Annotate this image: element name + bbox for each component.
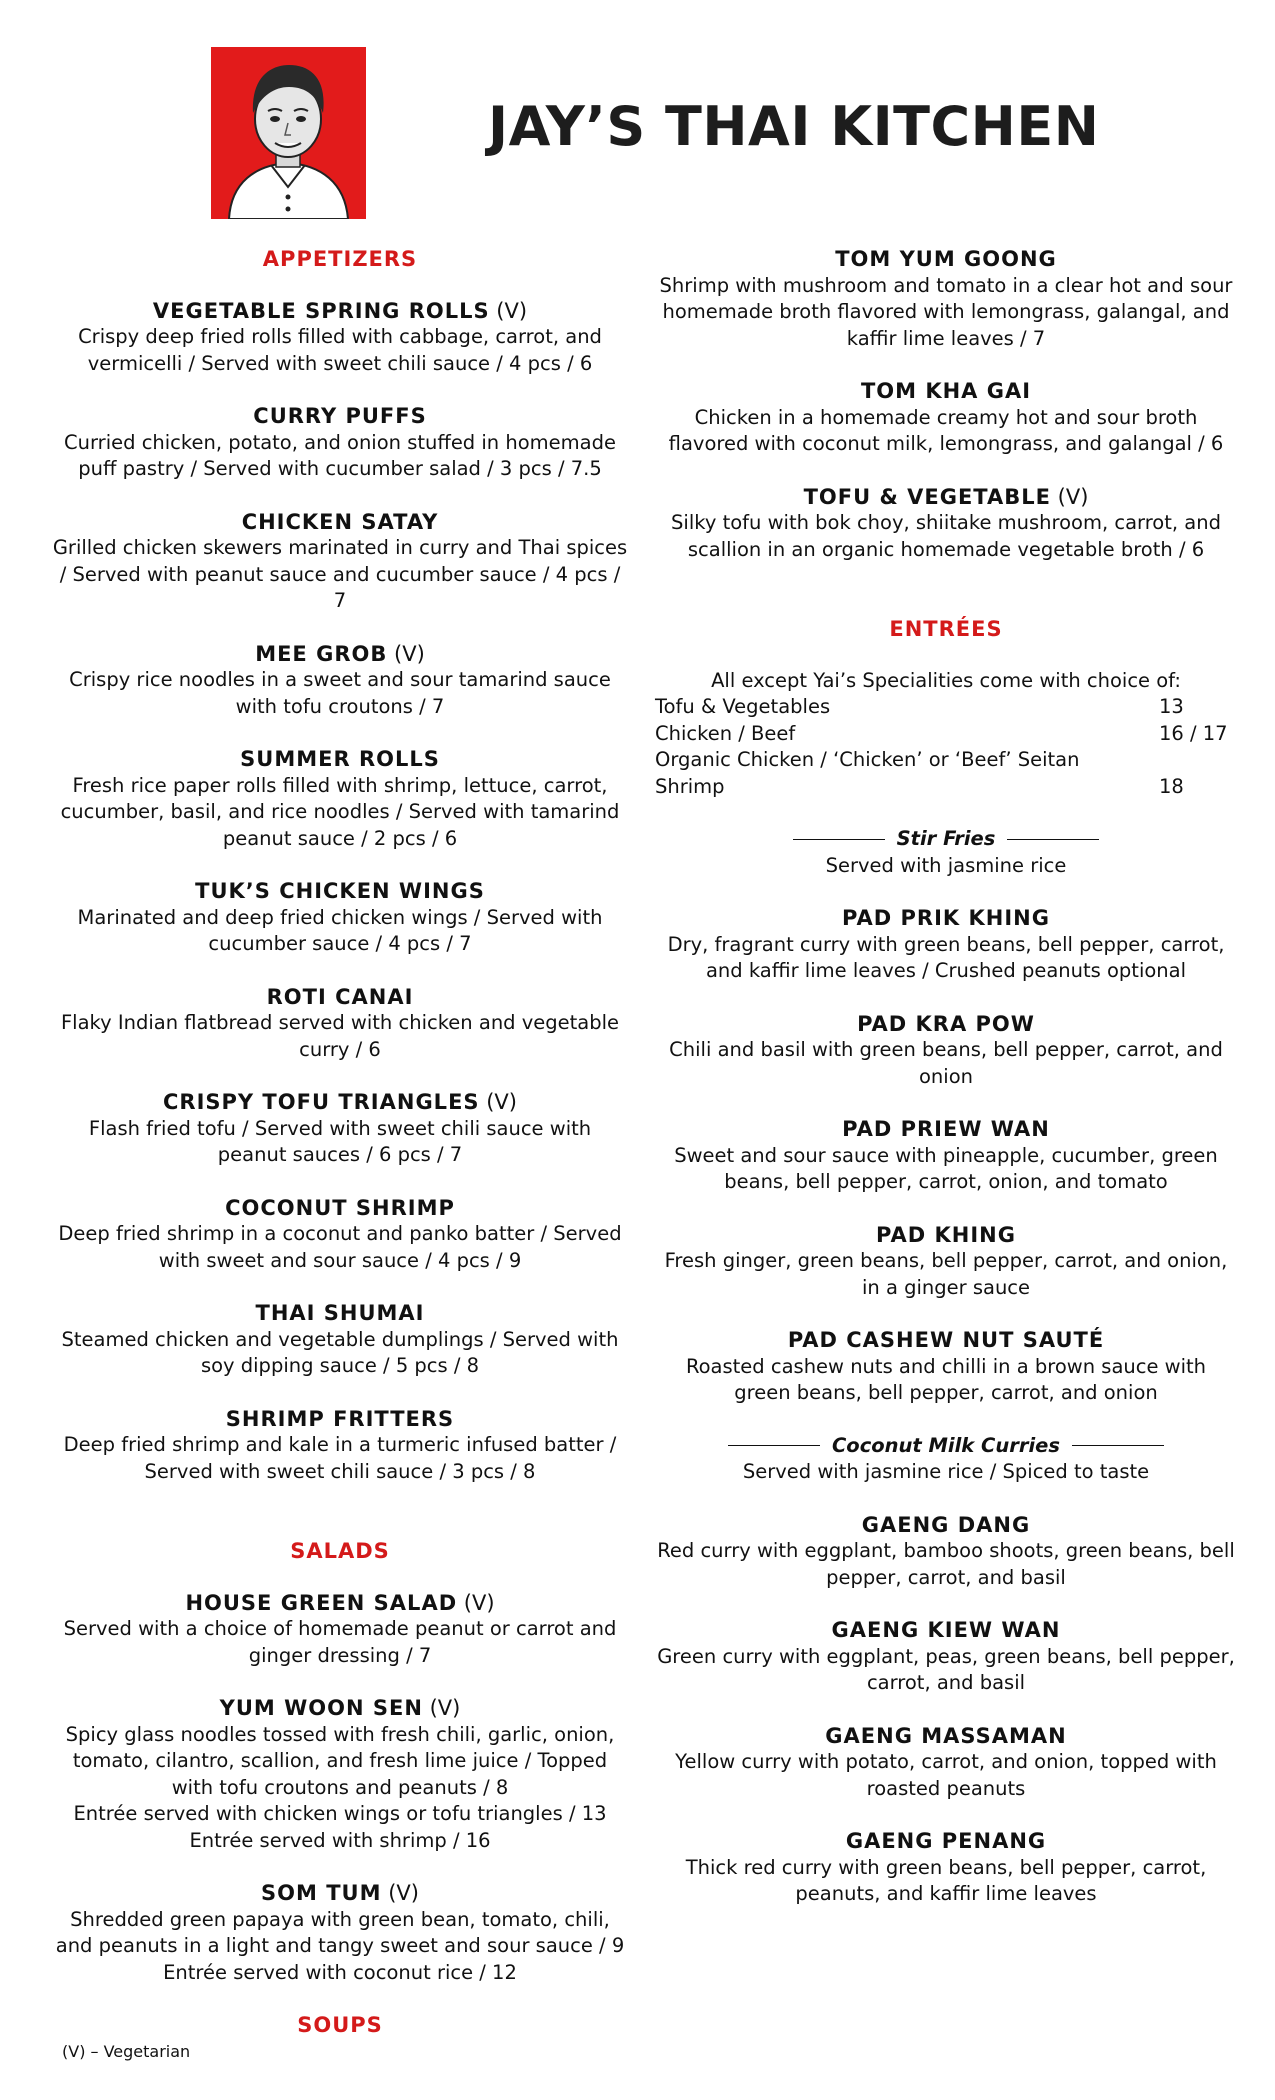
soups-heading: SOUPS [297,2013,383,2037]
item-name: TOM YUM GOONG [835,247,1057,271]
entrees-heading: ENTRÉES [889,617,1003,641]
item-name: GAENG KIEW WAN [831,1618,1061,1642]
menu-item [655,1617,1237,1697]
item-description: Red curry with eggplant, bamboo shoots, green beans, bell pepper, carrot, and basil [657,1539,1235,1589]
menu-item [52,984,628,1064]
vegetarian-mark: (V) [387,641,425,666]
menu-item [52,641,628,721]
subheading-label: Coconut Milk Curries [831,1433,1060,1457]
menu-item [52,746,628,852]
menu-item [655,246,1237,352]
item-name: PAD KRA POW [857,1011,1035,1036]
menu-item [655,1828,1237,1908]
vegetarian-mark: (V) [457,1590,495,1615]
item-name: PAD PRIK KHING [842,906,1050,930]
item-name: CURRY PUFFS [253,404,427,428]
item-name: TOFU & VEGETABLE [803,484,1051,509]
table-row [655,694,1237,721]
item-description: Sweet and sour sauce with pineapple, cucumber, green beans, bell pepper, carrot, onion, and tomato [674,1143,1218,1193]
menu-item [655,1011,1237,1091]
menu-item [52,403,628,483]
item-name: CHICKEN SATAY [241,509,439,534]
table-row [655,774,1237,801]
item-description: Grilled chicken skewers marinated in curry and Thai spices / Served with peanut sauce and cucumber sauce / 4 pcs / 7 [52,536,628,612]
choice-price: 18 [1159,774,1184,798]
menu-item [52,878,628,958]
stir-fries-subheading [655,826,1237,853]
protein-price-table [655,694,1237,800]
choice-price [1159,747,1237,774]
item-description: Deep fried shrimp in a coconut and panko batter / Served with sweet and sour sauce / 4 pcs / 9 [58,1222,622,1272]
item-name: HOUSE GREEN SALAD [185,1590,458,1615]
item-name: ROTI CANAI [266,984,414,1009]
item-name: GAENG MASSAMAN [825,1723,1067,1748]
menu-item [655,1327,1237,1407]
right-column [655,246,1237,1934]
item-name: SHRIMP FRITTERS [225,1406,455,1431]
item-description: Chicken in a homemade creamy hot and sour broth flavored with coconut milk, lemongrass, and galangal / 6 [668,405,1224,455]
item-name: SUMMER ROLLS [240,747,440,771]
vegetarian-mark: (V) [489,298,528,323]
choice-label: Shrimp [655,774,725,798]
salads-heading: SALADS [290,1539,390,1563]
vegetarian-mark: (V) [479,1090,517,1114]
item-description: Thick red curry with green beans, bell pepper, carrot, peanuts, and kaffir lime leaves [685,1855,1207,1905]
chef-portrait-icon [211,47,366,219]
table-row [655,747,1237,774]
menu-item [52,1590,628,1670]
choices-intro: All except Yai’s Specialities come with choice of: [711,668,1181,692]
menu-item [655,1723,1237,1803]
item-description: Chili and basil with green beans, bell pepper, carrot, and onion [669,1038,1223,1088]
subheading-note: Served with jasmine rice [825,853,1067,877]
left-column [52,246,628,2064]
item-name: THAI SHUMAI [255,1301,425,1325]
item-description: Crispy deep fried rolls filled with cabbage, carrot, and vermicelli / Served with sweet chili sauce / 4 pcs / 6 [78,325,602,375]
vegetarian-mark: (V) [422,1696,461,1720]
item-description: Shredded green papaya with green bean, tomato, chili, and peanuts in a light and tangy sweet and sour sauce / 9 [55,1907,625,1957]
item-description: Fresh ginger, green beans, bell pepper, carrot, and onion, in a ginger sauce [664,1249,1228,1299]
menu-item [52,1300,628,1380]
table-row [655,721,1237,748]
menu-item [52,509,628,615]
item-description: Yellow curry with potato, carrot, and onion, topped with roasted peanuts [675,1750,1217,1800]
entree-option: Entrée served with chicken wings or tofu triangles / 13 [73,1802,607,1825]
item-name: VEGETABLE SPRING ROLLS [152,298,490,323]
choice-label: Tofu & Vegetables [655,695,831,718]
restaurant-title: JAY’S THAI KITCHEN [488,95,1100,158]
entree-option: Entrée served with coconut rice / 12 [163,1960,517,1984]
curries-subheading [655,1433,1237,1460]
subheading-note: Served with jasmine rice / Spiced to taste [742,1460,1150,1483]
item-description: Flaky Indian flatbread served with chicken and vegetable curry / 6 [60,1011,620,1061]
item-name: COCONUT SHRIMP [225,1195,455,1220]
divider [1072,1445,1164,1446]
item-description: Silky tofu with bok choy, shiitake mushroom, carrot, and scallion in an organic homemade vegetable broth / 6 [671,511,1221,561]
choice-label: Organic Chicken / ‘Chicken’ or ‘Beef’ Seitan [655,748,1080,771]
menu-item [655,484,1237,564]
item-description: Crispy rice noodles in a sweet and sour tamarind sauce with tofu croutons / 7 [69,668,611,718]
menu-item [52,1880,628,1986]
item-name: MEE GROB [255,641,388,666]
menu-item [655,1222,1237,1302]
entree-option: Entrée served with shrimp / 16 [189,1828,491,1852]
item-description: Dry, fragrant curry with green beans, bell pepper, carrot, and kaffir lime leaves / Crushed peanuts optional [667,932,1225,982]
menu-item [52,1695,628,1854]
item-name: TUK’S CHICKEN WINGS [195,879,485,903]
choice-label: Chicken / Beef [655,721,796,745]
item-description: Green curry with eggplant, peas, green beans, bell pepper, carrot, and basil [657,1644,1235,1694]
appetizers-heading: APPETIZERS [262,247,418,271]
item-description: Deep fried shrimp and kale in a turmeric infused batter / Served with sweet chili sauce / 3 pcs / 8 [63,1433,617,1483]
item-description: Curried chicken, potato, and onion stuffed in homemade puff pastry / Served with cucumber salad / 3 pcs / 7.5 [64,430,616,480]
vegetarian-mark: (V) [381,1881,419,1905]
menu-item [655,378,1237,458]
item-description: Spicy glass noodles tossed with fresh chili, garlic, onion, tomato, cilantro, scallion, and fresh lime juice / Topped with tofu croutons and peanuts / 8 [65,1722,615,1799]
item-description: Shrimp with mushroom and tomato in a clear hot and sour homemade broth flavored with lemongrass, galangal, and kaffir lime leaves / 7 [659,273,1233,350]
subheading-label: Stir Fries [896,827,996,850]
menu-item [52,1406,628,1486]
item-name: PAD PRIEW WAN [842,1117,1050,1141]
item-description: Fresh rice paper rolls filled with shrimp, lettuce, carrot, cucumber, basil, and rice noodles / Served with tamarind peanut sauce / 2 pcs / 6 [60,773,620,850]
item-description: Roasted cashew nuts and chilli in a brown sauce with green beans, bell pepper, carrot, and onion [685,1354,1207,1404]
item-description: Served with a choice of homemade peanut or carrot and ginger dressing / 7 [63,1617,617,1667]
item-name: PAD KHING [876,1222,1016,1247]
item-description: Marinated and deep fried chicken wings / Served with cucumber sauce / 4 pcs / 7 [77,905,603,955]
divider [728,1445,820,1446]
item-name: GAENG DANG [861,1512,1031,1537]
choice-price: 13 [1159,695,1184,718]
vegetarian-mark: (V) [1050,484,1089,509]
entree-choices [655,668,1237,801]
item-name: SOM TUM [261,1881,382,1905]
menu-item [655,1512,1237,1592]
menu-item [655,905,1237,985]
choice-price: 16 / 17 [1159,721,1228,745]
item-description: Flash fried tofu / Served with sweet chili sauce with peanut sauces / 6 pcs / 7 [88,1116,592,1166]
divider [1007,839,1099,840]
item-name: GAENG PENANG [845,1829,1047,1853]
divider [793,839,885,840]
item-name: TOM KHA GAI [860,379,1032,403]
menu-item [52,1195,628,1275]
menu-item [655,1116,1237,1196]
item-name: PAD CASHEW NUT SAUTÉ [787,1328,1105,1352]
menu-item [52,298,628,378]
item-name: YUM WOON SEN [219,1696,423,1720]
item-description: Steamed chicken and vegetable dumplings / Served with soy dipping sauce / 5 pcs / 8 [61,1327,619,1377]
item-name: CRISPY TOFU TRIANGLES [163,1090,480,1114]
vegetarian-legend: (V) – Vegetarian [62,2042,191,2061]
chef-logo [211,47,366,219]
menu-item [52,1089,628,1169]
